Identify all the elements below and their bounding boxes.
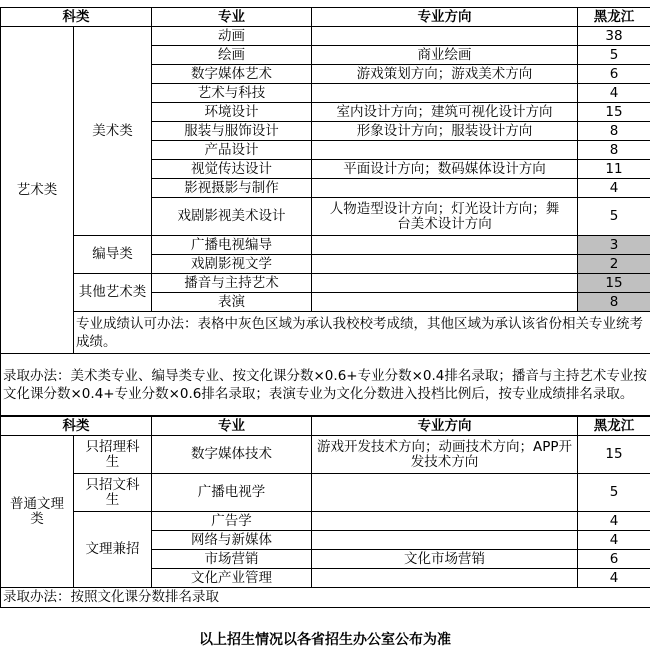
count-cell: 4: [578, 569, 650, 588]
direction-cell: [312, 27, 578, 46]
major-cell: 播音与主持艺术: [152, 274, 312, 293]
header-major: 专业: [152, 417, 312, 436]
count-cell: 5: [578, 198, 650, 236]
count-cell: 8: [578, 122, 650, 141]
count-cell: 15: [578, 436, 650, 474]
group-cell: 美术类: [74, 27, 152, 236]
recognition-note: 专业成绩认可办法：表格中灰色区域为承认我校校考成绩，其他区域为承认该省份相关专业统考成绩。: [74, 312, 650, 354]
direction-cell: 游戏开发技术方向；动画技术方向；APP开发技术方向: [312, 436, 578, 474]
major-cell: 广告学: [152, 512, 312, 531]
major-cell: 戏剧影视文学: [152, 255, 312, 274]
table-row: [1, 27, 650, 46]
table-row: [1, 274, 650, 293]
direction-cell: [312, 274, 578, 293]
count-cell: 5: [578, 474, 650, 512]
category-cell: 普通文理类: [1, 436, 74, 588]
direction-cell: 文化市场营销: [312, 550, 578, 569]
top-border-area: [0, 0, 650, 7]
major-cell: 数字媒体艺术: [152, 65, 312, 84]
count-cell-gray: 2: [578, 255, 650, 274]
major-cell: 环境设计: [152, 103, 312, 122]
table-row: [1, 512, 650, 531]
direction-cell: [312, 293, 578, 312]
major-cell: 影视摄影与制作: [152, 179, 312, 198]
major-cell: 服装与服饰设计: [152, 122, 312, 141]
header-category: 科类: [1, 417, 152, 436]
header-direction: 专业方向: [312, 8, 578, 27]
admission-note: 录取办法：按照文化课分数排名录取: [1, 588, 650, 608]
direction-cell: 人物造型设计方向；灯光设计方向；舞台美术设计方向: [312, 198, 578, 236]
count-cell: 11: [578, 160, 650, 179]
major-cell: 数字媒体技术: [152, 436, 312, 474]
major-cell: 产品设计: [152, 141, 312, 160]
admission-note: 录取办法：美术类专业、编导类专业、按文化课分数×0.6+专业分数×0.4排名录取；播音与主持艺术专业按文化课分数×0.4+专业分数×0.6排名录取；表演专业为文化分数进入投档比例后，按专业成绩排名录取。: [1, 354, 650, 416]
category-cell: 艺术类: [1, 27, 74, 354]
count-cell: 38: [578, 27, 650, 46]
direction-cell: 商业绘画: [312, 46, 578, 65]
count-cell-gray: 3: [578, 236, 650, 255]
major-cell: 戏剧影视美术设计: [152, 198, 312, 236]
major-cell: 广播电视学: [152, 474, 312, 512]
count-cell: 15: [578, 103, 650, 122]
count-cell: 6: [578, 550, 650, 569]
direction-cell: [312, 512, 578, 531]
note-row: [1, 312, 650, 354]
count-cell: 4: [578, 84, 650, 103]
count-cell: 5: [578, 46, 650, 65]
direction-cell: [312, 236, 578, 255]
count-cell-gray: 8: [578, 293, 650, 312]
table-row: [1, 236, 650, 255]
header-direction: 专业方向: [312, 417, 578, 436]
major-cell: 动画: [152, 27, 312, 46]
major-cell: 视觉传达设计: [152, 160, 312, 179]
count-cell: 4: [578, 179, 650, 198]
group-cell: 只招文科生: [74, 474, 152, 512]
count-cell: 4: [578, 531, 650, 550]
major-cell: 广播电视编导: [152, 236, 312, 255]
header-major: 专业: [152, 8, 312, 27]
count-cell: 6: [578, 65, 650, 84]
group-cell: 其他艺术类: [74, 274, 152, 312]
direction-cell: [312, 179, 578, 198]
direction-cell: 形象设计方向；服装设计方向: [312, 122, 578, 141]
header-row: [1, 8, 650, 27]
direction-cell: [312, 141, 578, 160]
note-row: [1, 588, 650, 608]
direction-cell: [312, 531, 578, 550]
direction-cell: [312, 255, 578, 274]
count-cell: 8: [578, 141, 650, 160]
group-cell: 编导类: [74, 236, 152, 274]
header-category: 科类: [1, 8, 152, 27]
major-cell: 艺术与科技: [152, 84, 312, 103]
note-row: [1, 354, 650, 416]
count-cell-gray: 15: [578, 274, 650, 293]
major-cell: 网络与新媒体: [152, 531, 312, 550]
major-cell: 文化产业管理: [152, 569, 312, 588]
group-cell: 只招理科生: [74, 436, 152, 474]
general-admission-table: [0, 416, 650, 608]
direction-cell: 室内设计方向；建筑可视化设计方向: [312, 103, 578, 122]
art-admission-table: [0, 7, 650, 416]
table-row: [1, 436, 650, 474]
table-row: [1, 474, 650, 512]
header-province: 黑龙江: [578, 417, 650, 436]
major-cell: 表演: [152, 293, 312, 312]
direction-cell: [312, 569, 578, 588]
direction-cell: [312, 84, 578, 103]
header-row: [1, 417, 650, 436]
group-cell: 文理兼招: [74, 512, 152, 588]
major-cell: 市场营销: [152, 550, 312, 569]
direction-cell: 游戏策划方向；游戏美术方向: [312, 65, 578, 84]
header-province: 黑龙江: [578, 8, 650, 27]
direction-cell: [312, 474, 578, 512]
major-cell: 绘画: [152, 46, 312, 65]
direction-cell: 平面设计方向；数码媒体设计方向: [312, 160, 578, 179]
footer-note: 以上招生情况以各省招生办公室公布为准: [0, 632, 650, 648]
count-cell: 4: [578, 512, 650, 531]
